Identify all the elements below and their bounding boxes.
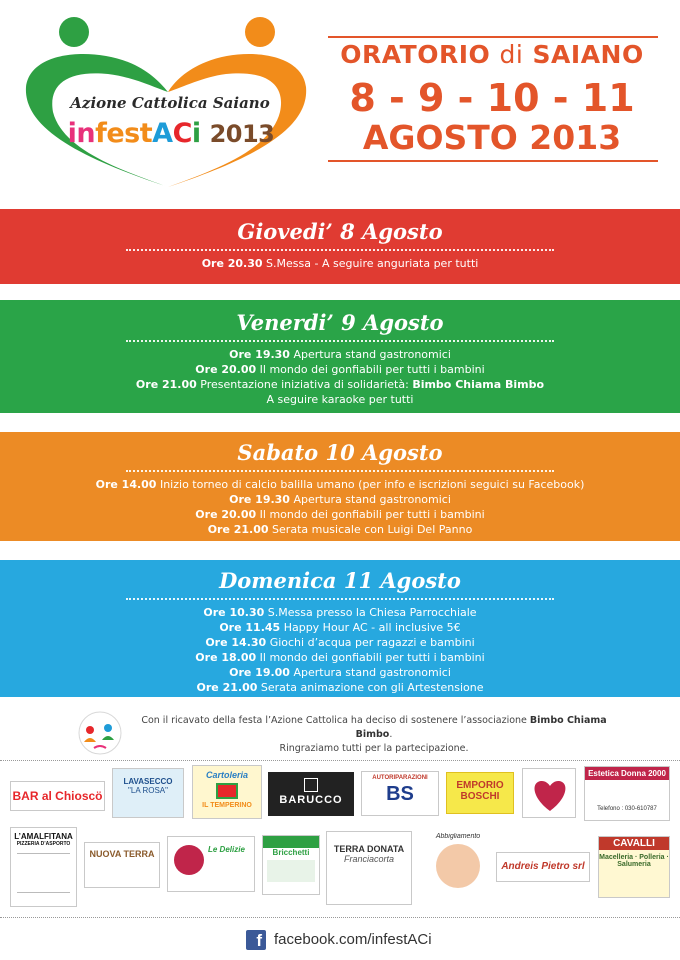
event-line: Ore 21.00 Presentazione iniziativa di solidarietà: Bimbo Chiama Bimbo — [135, 378, 545, 391]
dotted-divider — [126, 249, 554, 251]
sponsor-estetica-donna-2000: Estetica Donna 2000 Telefono : 030-610787 — [584, 766, 670, 821]
header-bottom-rule — [328, 160, 658, 162]
event-line: Ore 19.00 Apertura stand gastronomici — [229, 666, 451, 679]
event-line: Ore 21.00 Serata musicale con Luigi Del Panno — [207, 523, 473, 536]
sponsor-bar-al-chiosco: BAR al Chioscö — [10, 781, 105, 811]
day-band-sunday — [0, 560, 680, 697]
sponsor-lavasecco-la-rosa: LAVASECCO "LA ROSA" — [112, 768, 184, 818]
sponsor-emporio-boschi: EMPORIO BOSCHI — [446, 772, 514, 814]
charity-note-line-1: Con il ricavato della festa l’Azione Cattolica ha deciso di sostenere l’associazione Bimbo Chiama Bimbo. — [141, 715, 607, 740]
dotted-divider — [126, 470, 554, 472]
event-line: Ore 14.30 Giochi d’acqua per ragazzi e bambini — [205, 636, 475, 649]
sponsor-andreis-pietro: Andreis Pietro srl — [496, 852, 590, 882]
day-title: Domenica 11 Agosto — [219, 568, 461, 593]
logo-green-head — [59, 17, 89, 47]
sponsor-nuova-terra: NUOVA TERRA — [84, 842, 160, 888]
event-line: Ore 20.00 Il mondo dei gonfiabili per tutti i bambini — [195, 508, 485, 521]
venue-title: ORATORIO di SAIANO — [340, 40, 644, 69]
sponsor-barucco: BARUCCO — [268, 772, 354, 816]
day-band-saturday — [0, 432, 680, 541]
sponsor-terra-donata: TERRA DONATA Franciacorta — [326, 831, 412, 905]
event-line: Ore 11.45 Happy Hour AC - all inclusive 5€ — [219, 621, 461, 634]
sponsor-autoriparazioni-bs: AUTORIPARAZIONI BS — [361, 771, 439, 816]
event-line: Ore 19.30 Apertura stand gastronomici — [229, 493, 451, 506]
sponsor-macelleria-cavalli: CAVALLI Macelleria · Polleria · Salumeria — [598, 836, 670, 898]
dotted-divider — [126, 598, 554, 600]
day-title: Sabato 10 Agosto — [237, 440, 443, 465]
dotted-divider — [126, 340, 554, 342]
logo-association-name: Azione Cattolica Saiano — [70, 94, 270, 112]
day-title: Venerdi’ 9 Agosto — [236, 310, 444, 335]
sponsor-heart-logo — [522, 768, 576, 818]
sponsor-abbigliamento: Abbigliamento — [424, 832, 492, 900]
sponsor-lamalfitana: L’AMALFITANA PIZZERIA D’ASPORTO — [10, 827, 77, 907]
heart-icon — [523, 769, 576, 818]
sponsor-bricchetti: Bricchetti — [262, 835, 320, 895]
event-dates: 8 - 9 - 10 - 11 — [349, 76, 635, 120]
event-line: Ore 14.00 Inizio torneo di calcio balilla umano (per info e iscrizioni seguici su Facebook) — [95, 478, 585, 491]
sponsors-bottom-divider — [0, 917, 680, 918]
day-band-thursday — [0, 209, 680, 284]
sponsor-cartoleria-il-temperino: Cartoleria IL TEMPERINO — [192, 765, 262, 819]
day-band-friday — [0, 300, 680, 413]
event-line: Ore 19.30 Apertura stand gastronomici — [229, 348, 451, 361]
event-line: Ore 20.00 Il mondo dei gonfiabili per tutti i bambini — [195, 363, 485, 376]
facebook-page-url[interactable]: facebook.com/infestACi — [274, 931, 432, 948]
sponsor-le-delizie: Le Delizie — [167, 836, 255, 892]
day-title: Giovedi’ 8 Agosto — [237, 219, 443, 244]
logo-brand-name: infestACi 2013 — [67, 118, 275, 149]
header-top-rule — [328, 36, 658, 38]
charity-logo-graphic — [72, 708, 128, 758]
event-line: Ore 21.00 Serata animazione con gli Artestensione — [196, 681, 484, 694]
facebook-icon: f — [246, 930, 266, 950]
bimbo-chiama-bimbo-logo — [72, 708, 128, 758]
event-line: A seguire karaoke per tutti — [266, 393, 414, 406]
event-line: Ore 20.30 S.Messa - A seguire anguriata per tutti — [201, 257, 479, 270]
logo-orange-head — [245, 17, 275, 47]
charity-note — [134, 714, 614, 756]
event-line: Ore 18.00 Il mondo dei gonfiabili per tutti i bambini — [195, 651, 485, 664]
festival-logo — [18, 12, 313, 192]
charity-note-line-2: Ringraziamo tutti per la partecipazione. — [279, 743, 469, 754]
event-month-year: AGOSTO 2013 — [362, 118, 622, 157]
event-line: Ore 10.30 S.Messa presso la Chiesa Parrocchiale — [203, 606, 477, 619]
sponsors-top-divider — [0, 760, 680, 761]
